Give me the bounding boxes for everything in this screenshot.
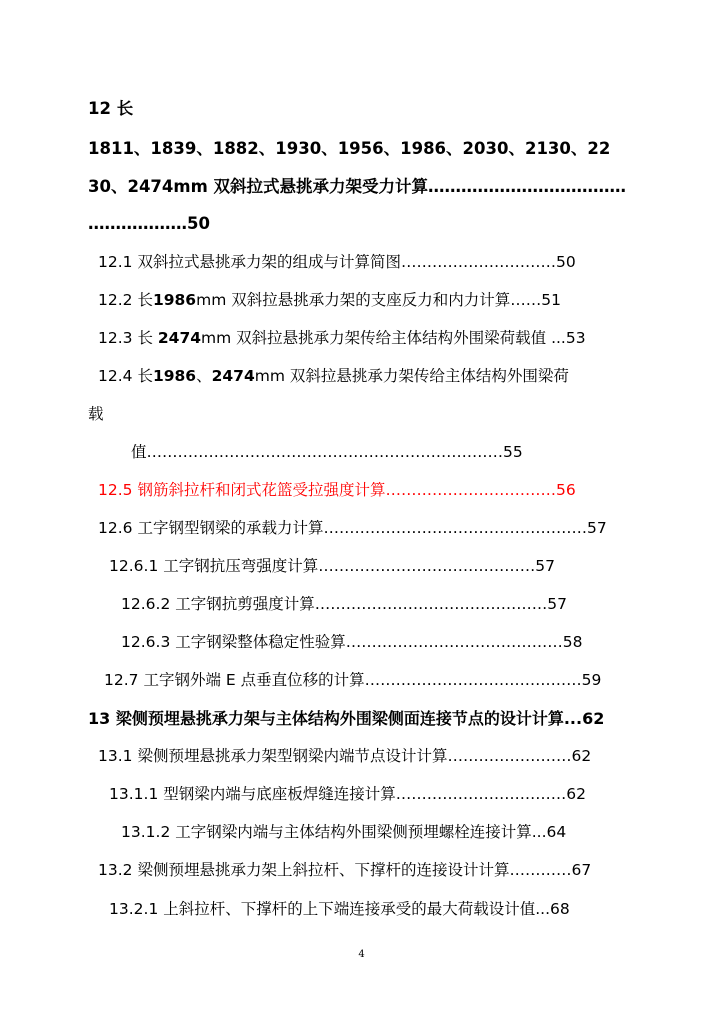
toc-entry-12-6-3[interactable]: 12.6.3 工字钢梁整体稳定性验算……………………………………58 [121, 633, 583, 651]
toc-entry-12-4-cont2[interactable]: 值……………………………………………………………55 [131, 443, 523, 461]
toc-entry-12-5[interactable]: 12.5 钢筋斜拉杆和闭式花篮受拉强度计算……………………………56 [98, 481, 576, 499]
toc-entry-12-3[interactable]: 12.3 长 2474mm 双斜拉悬挑承力架传给主体结构外围梁荷载值 ...53 [98, 329, 586, 347]
toc-entry-12-1[interactable]: 12.1 双斜拉式悬挑承力架的组成与计算简图…………………………50 [98, 253, 576, 271]
toc-entry-12-6-1[interactable]: 12.6.1 工字钢抗压弯强度计算……………………………………57 [109, 557, 555, 575]
toc-entry-12-6[interactable]: 12.6 工字钢型钢梁的承载力计算……………………………………………57 [98, 519, 607, 537]
toc-ch12-line1[interactable]: 12 长 [88, 99, 134, 118]
toc-entry-13-1[interactable]: 13.1 梁侧预埋悬挑承力架型钢梁内端节点设计计算……………………62 [98, 747, 592, 765]
toc-entry-12-6-2[interactable]: 12.6.2 工字钢抗剪强度计算………………………………………57 [121, 595, 567, 613]
toc-entry-13-2[interactable]: 13.2 梁侧预埋悬挑承力架上斜拉杆、下撑杆的连接设计计算…………67 [98, 861, 592, 879]
toc-entry-12-2[interactable]: 12.2 长1986mm 双斜拉悬挑承力架的支座反力和内力计算……51 [98, 291, 561, 309]
toc-entry-13-1-2[interactable]: 13.1.2 工字钢梁内端与主体结构外围梁侧预埋螺栓连接计算...64 [121, 823, 567, 841]
toc-ch13[interactable]: 13 梁侧预埋悬挑承力架与主体结构外围梁侧面连接节点的设计计算...62 [88, 709, 605, 728]
toc-entry-13-1-1[interactable]: 13.1.1 型钢梁内端与底座板焊缝连接计算……………………………62 [109, 785, 586, 803]
page-number: 4 [358, 949, 365, 960]
toc-ch12-line2[interactable]: 1811、1839、1882、1930、1956、1986、2030、2130、22 [88, 139, 611, 158]
toc-entry-12-4-cont[interactable]: 载 [88, 405, 104, 423]
toc-entry-13-2-1[interactable]: 13.2.1 上斜拉杆、下撑杆的上下端连接承受的最大荷载设计值...68 [109, 900, 570, 918]
toc-entry-12-4[interactable]: 12.4 长1986、2474mm 双斜拉悬挑承力架传给主体结构外围梁荷 [98, 367, 569, 385]
toc-ch12-line4[interactable]: ………………50 [88, 214, 210, 233]
toc-entry-12-7[interactable]: 12.7 工字钢外端 E 点垂直位移的计算……………………………………59 [104, 671, 602, 689]
toc-ch12-line3[interactable]: 30、2474mm 双斜拉式悬挑承力架受力计算……………………………… [88, 177, 627, 196]
